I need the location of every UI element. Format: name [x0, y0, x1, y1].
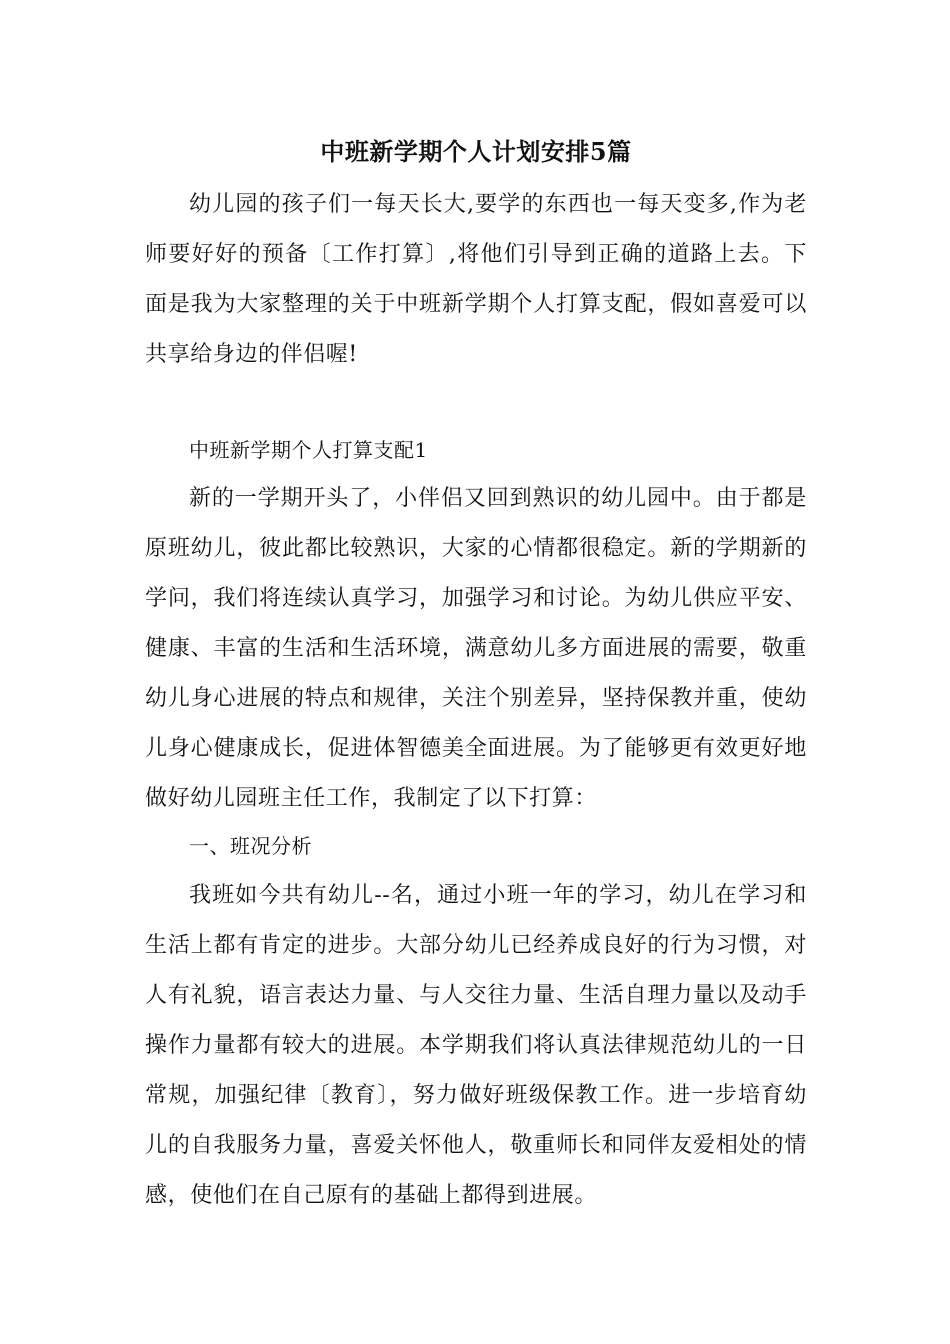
- document-title: 中班新学期个人计划安排5篇: [320, 137, 632, 166]
- intro-paragraph: 幼儿园的孩子们一每天长大,要学的东西也一每天变多,作为老师要好好的预备〔工作打算〕,将他们引导到正确的道路上去。下面是我为大家整理的关于中班新学期个人打算支配，假如喜爱可以共享给身边的伴侣喔!: [145, 192, 807, 367]
- subheading-class-analysis: 一、班况分析: [189, 834, 312, 858]
- section-1-paragraph-2: 我班如今共有幼儿--名，通过小班一年的学习，幼儿在学习和生活上都有肯定的进步。大部分幼儿已经养成良好的行为习惯，对人有礼貌，语言表达力量、与人交往力量、生活自理力量以及动手操作力量都有较大的进展。本学期我们将认真法律规范幼儿的一日常规，加强纪律〔教育〕，努力做好班级保教工作。进一步培育幼儿的自我服务力量，喜爱关怀他人，敬重师长和同伴友爱相处的情感，使他们在自己原有的基础上都得到进展。: [145, 883, 807, 1208]
- section-1-paragraph-1: 新的一学期开头了，小伴侣又回到熟识的幼儿园中。由于都是原班幼儿，彼此都比较熟识，大家的心情都很稳定。新的学期新的学问，我们将连续认真学习，加强学习和讨论。为幼儿供应平安、健康、丰富的生活和生活环境，满意幼儿多方面进展的需要，敬重幼儿身心进展的特点和规律，关注个别差异，坚持保教并重，使幼儿身心健康成长，促进体智德美全面进展。为了能够更有效更好地做好幼儿园班主任工作，我制定了以下打算：: [145, 486, 807, 811]
- section-1-title: 中班新学期个人打算支配1: [189, 438, 428, 462]
